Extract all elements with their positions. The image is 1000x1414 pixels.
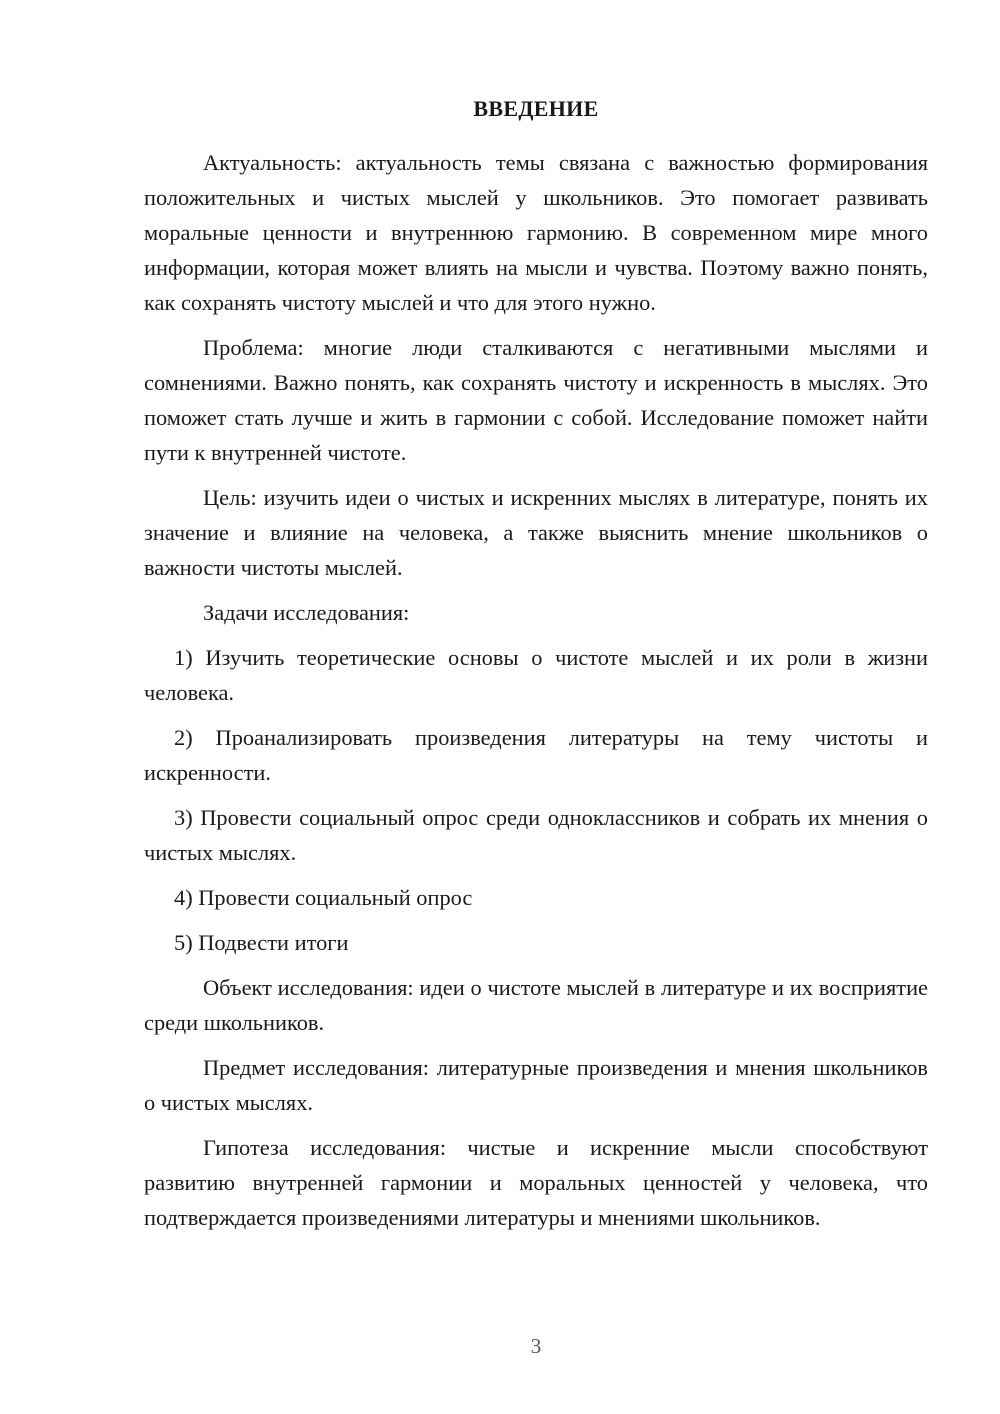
task-item: 3) Провести социальный опрос среди одноклассников и собрать их мнения о чистых мыслях. [144, 805, 928, 865]
paragraph-object: Объект исследования: идеи о чистоте мыслей в литературе и их восприятие среди школьников. [144, 975, 928, 1035]
task-item: 1) Изучить теоретические основы о чистоте мыслей и их роли в жизни человека. [144, 645, 928, 705]
task-item: 2) Проанализировать произведения литературы на тему чистоты и искренности. [144, 725, 928, 785]
document-body [144, 145, 928, 1245]
page-title: ВВЕДЕНИЕ [473, 96, 599, 121]
paragraph-problem: Проблема: многие люди сталкиваются с негативными мыслями и сомнениями. Важно понять, как сохранять чистоту и искренность в мыслях. Это поможет стать лучше и жить в гармонии с собой. Исследование поможет найти пути к внутренней чистоте. [144, 335, 928, 465]
paragraph-goal: Цель: изучить идеи о чистых и искренних мыслях в литературе, понять их значение и влияние на человека, а также выяснить мнение школьников о важности чистоты мыслей. [144, 485, 928, 580]
paragraph-hypothesis: Гипотеза исследования: чистые и искренние мысли способствуют развитию внутренней гармонии и моральных ценностей у человека, что подтверждается произведениями литературы и мнениями школьников. [144, 1135, 928, 1230]
paragraph-relevance: Актуальность: актуальность темы связана с важностью формирования положительных и чистых мыслей у школьников. Это помогает развивать моральные ценности и внутреннюю гармонию. В современном мире много информации, которая может влиять на мысли и чувства. Поэтому важно понять, как сохранять чистоту мыслей и что для этого нужно. [144, 150, 928, 315]
page-number: 3 [530, 1334, 542, 1358]
task-item: 4) Провести социальный опрос [174, 885, 473, 910]
task-item: 5) Подвести итоги [174, 930, 349, 955]
paragraph-subject: Предмет исследования: литературные произведения и мнения школьников о чистых мыслях. [144, 1055, 928, 1115]
tasks-heading: Задачи исследования: [203, 600, 410, 625]
